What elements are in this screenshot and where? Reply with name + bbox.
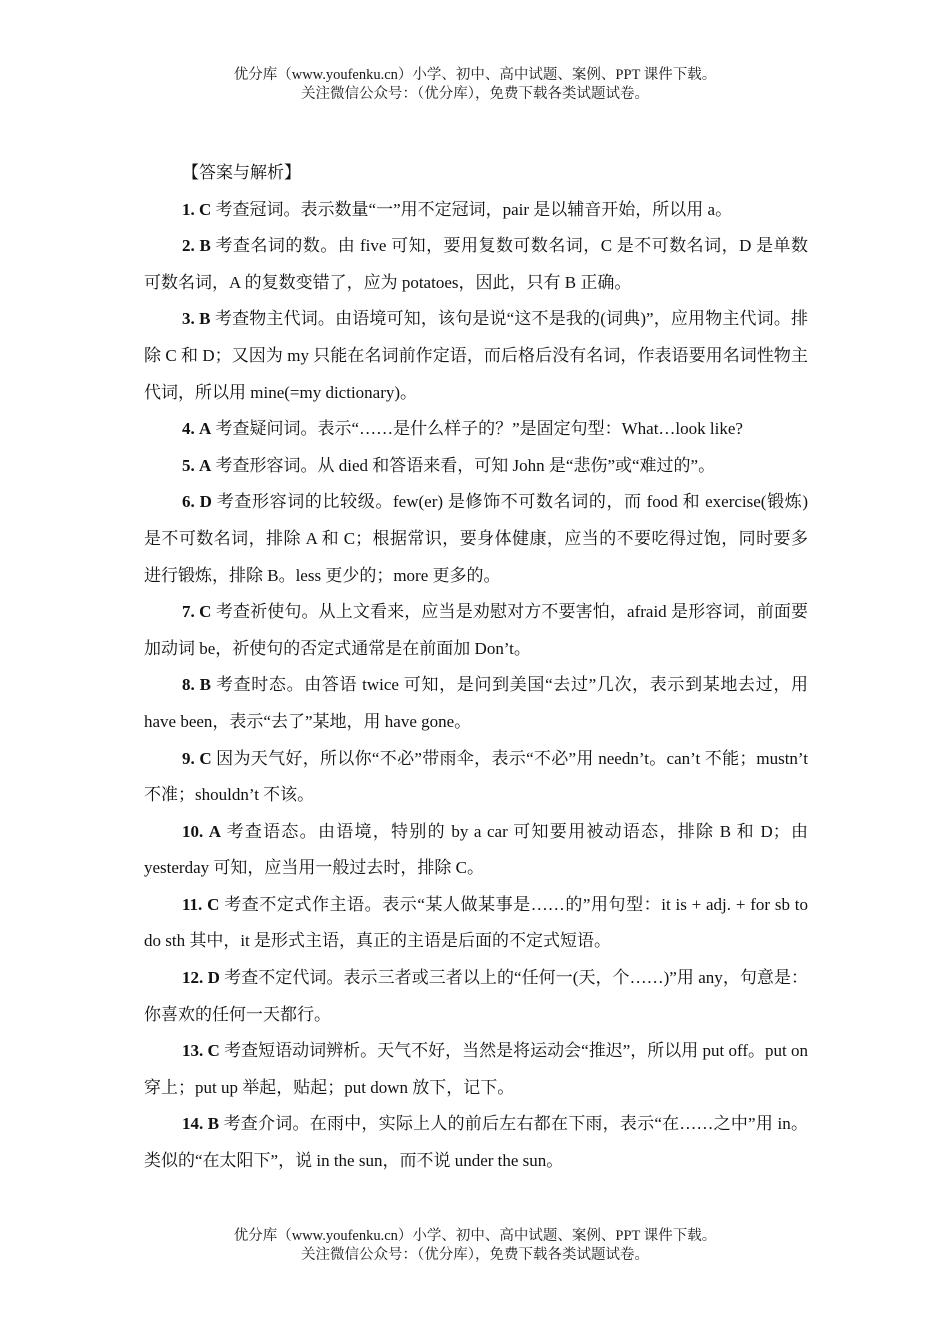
- item-answer: D: [207, 968, 220, 988]
- item-explanation: 考查不定式作主语。表示“某人做某事是……的”用句型：it is + adj. + for sb to do sth 其中，it 是形式主语，真正的主语是后面的不定式短语。: [144, 894, 809, 951]
- item-answer: C: [199, 602, 212, 622]
- answer-item: [144, 887, 808, 960]
- answer-content: [144, 155, 808, 1180]
- item-answer: C: [199, 199, 212, 219]
- answer-item: [144, 448, 808, 485]
- answer-item: [144, 960, 808, 1033]
- item-number: 10.: [182, 821, 204, 841]
- item-explanation: 考查介词。在雨中，实际上人的前后左右都在下雨，表示“在……之中”用 in。类似的“在太阳下”，说 in the sun，而不说 under the sun。: [144, 1114, 809, 1171]
- item-answer: A: [199, 419, 212, 439]
- answer-item: [144, 484, 808, 594]
- page-header: [0, 66, 950, 104]
- item-answer: C: [199, 748, 212, 768]
- item-explanation: 考查形容词的比较级。few(er) 是修饰不可数名词的，而 food 和 exercise(锻炼) 是不可数名词，排除 A 和 C；根据常识，要身体健康，应当的不要吃得过饱，同时要多进行锻炼，排除 B。less 更少的；more 更多的。: [144, 492, 808, 585]
- answer-item: [144, 228, 808, 301]
- item-number: 2.: [182, 236, 195, 256]
- item-number: 4.: [182, 419, 195, 439]
- item-number: 9.: [182, 748, 195, 768]
- item-number: 8.: [182, 675, 195, 695]
- item-explanation: 考查不定代词。表示三者或三者以上的“任何一(天，个……)”用 any，句意是：你喜欢的任何一天都行。: [144, 968, 809, 1024]
- item-number: 7.: [182, 602, 195, 622]
- answer-item: [144, 1033, 808, 1106]
- footer-line-1: 优分库（www.youfenku.cn）小学、初中、高中试题、案例、PPT 课件下载。: [233, 1228, 717, 1244]
- page-footer: [0, 1227, 950, 1265]
- item-explanation: 考查短语动词辨析。天气不好，当然是将运动会“推迟”，所以用 put off。put on 穿上；put up 举起，贴起；put down 放下，记下。: [144, 1041, 809, 1097]
- item-answer: A: [199, 455, 212, 475]
- answer-item: [144, 667, 808, 740]
- answer-item: [144, 301, 808, 411]
- item-number: 6.: [182, 492, 195, 512]
- item-answer: A: [208, 821, 222, 841]
- header-line-1: 优分库（www.youfenku.cn）小学、初中、高中试题、案例、PPT 课件下载。: [233, 67, 717, 83]
- item-number: 5.: [182, 455, 195, 475]
- item-number: 3.: [182, 309, 195, 329]
- item-answer: D: [199, 492, 212, 512]
- item-number: 11.: [182, 894, 203, 914]
- item-number: 12.: [182, 968, 204, 988]
- item-explanation: 考查祈使句。从上文看来，应当是劝慰对方不要害怕，afraid 是形容词，前面要加动词 be，祈使句的否定式通常是在前面加 Don’t。: [144, 602, 809, 658]
- item-answer: C: [207, 894, 220, 914]
- header-line-2: 关注微信公众号：（优分库），免费下载各类试题试卷。: [301, 86, 649, 102]
- item-explanation: 考查名词的数。由 five 可知，要用复数可数名词，C 是不可数名词，D 是单数可数名词，A 的复数变错了，应为 potatoes，因此，只有 B 正确。: [144, 236, 808, 292]
- item-explanation: 因为天气好，所以你“不必”带雨伞，表示“不必”用 needn’t。can’t 不能；mustn’t 不准；shouldn’t 不该。: [144, 748, 809, 805]
- item-answer: B: [199, 236, 211, 256]
- item-number: 14.: [182, 1114, 204, 1134]
- item-answer: B: [199, 675, 212, 695]
- footer-line-2: 关注微信公众号：（优分库），免费下载各类试题试卷。: [301, 1247, 649, 1263]
- item-explanation: 考查冠词。表示数量“一”用不定冠词，pair 是以辅音开始，所以用 a。: [215, 199, 733, 219]
- item-explanation: 考查物主代词。由语境可知，该句是说“这不是我的(词典)”，应用物主代词。排除 C 和 D；又因为 my 只能在名词前作定语，而后格后没有名词，作表语要用名词性物主代词，所以用 mine(=my dictionary)。: [144, 309, 809, 402]
- item-explanation: 考查语态。由语境，特别的 by a car 可知要用被动语态，排除 B 和 D；由 yesterday 可知，应当用一般过去时，排除 C。: [144, 821, 809, 878]
- item-explanation: 考查时态。由答语 twice 可知，是问到美国“去过”几次，表示到某地去过，用 have been，表示“去了”某地，用 have gone。: [144, 675, 809, 731]
- item-number: 13.: [182, 1041, 204, 1061]
- answer-item: [144, 411, 808, 448]
- item-answer: B: [207, 1114, 220, 1134]
- item-number: 1.: [182, 199, 195, 219]
- item-answer: B: [199, 309, 211, 329]
- answer-item: [144, 1106, 808, 1179]
- item-answer: C: [207, 1041, 220, 1061]
- item-explanation: 考查形容词。从 died 和答语来看，可知 John 是“悲伤”或“难过的”。: [215, 455, 716, 475]
- item-explanation: 考查疑问词。表示“……是什么样子的？”是固定句型：What…look like?: [215, 419, 743, 439]
- answer-item: [144, 192, 808, 229]
- answer-item: [144, 594, 808, 667]
- answer-item: [144, 814, 808, 887]
- section-title: 【答案与解析】: [182, 163, 301, 182]
- answer-item: [144, 741, 808, 814]
